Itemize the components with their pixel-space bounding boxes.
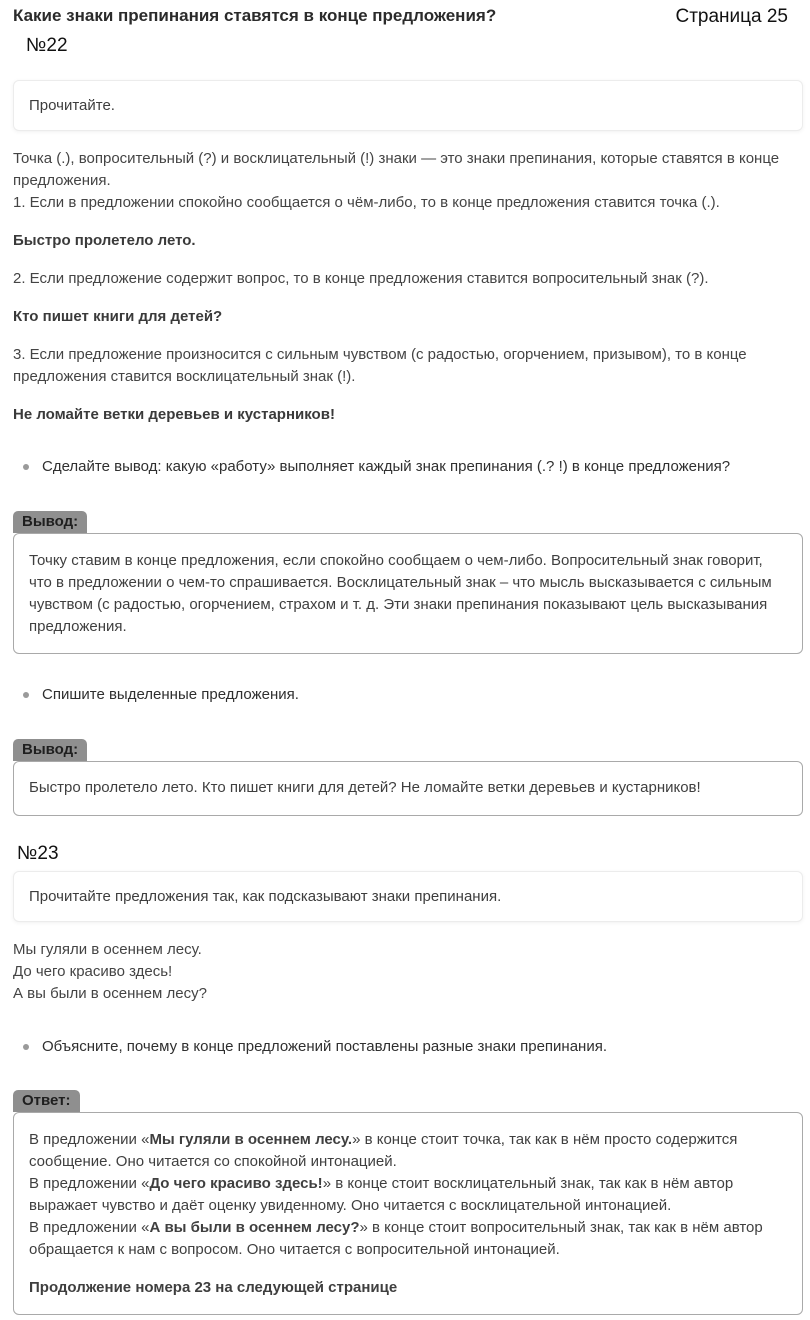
answer-1-quote: Мы гуляли в осеннем лесу.	[149, 1131, 353, 1148]
answer-2-post: » в конце стоит восклицательный знак, так как в нём автор выражает чувство и даёт оценку увиденному. Оно читается с восклицательной интонацией.	[29, 1175, 734, 1214]
conclusion-box	[13, 533, 803, 654]
answer-box	[13, 1112, 803, 1315]
sentence-3: А вы были в осеннем лесу?	[13, 985, 207, 1002]
bullet-icon	[23, 692, 29, 698]
task23-prompt: Прочитайте предложения так, как подсказывают знаки препинания.	[29, 888, 502, 905]
answer-3-pre: В предложении «	[29, 1219, 150, 1236]
task23-question-text: Объясните, почему в конце предложений поставлены разные знаки препинания.	[42, 1038, 608, 1055]
answer-para-1	[29, 1129, 787, 1173]
conclusion-tag: Вывод:	[13, 511, 87, 533]
answer-tag: Ответ:	[13, 1090, 80, 1112]
bullet-icon	[23, 1044, 29, 1050]
page-title: Какие знаки препинания ставятся в конце предложения?	[13, 6, 497, 25]
task-number-23: №23	[17, 843, 59, 864]
bullet-icon	[23, 464, 29, 470]
task22-question-1	[23, 458, 730, 475]
task22-intro	[13, 148, 803, 214]
answer-1-post: » в конце стоит точка, так как в нём просто содержится сообщение. Оно читается со спокойной интонацией.	[29, 1131, 738, 1170]
conclusion-box-2	[13, 761, 803, 816]
answer-3-quote: А вы были в осеннем лесу?	[149, 1219, 360, 1236]
conclusion-text: Точку ставим в конце предложения, если спокойно сообщаем о чем-либо. Вопросительный знак говорит, что в предложении о чем-то спрашивается. Восклицательный знак – что мысль высказывается с сильным чувством (с радостью, огорчением, страхом и т. д. Эти знаки препинания показывают цель высказывания предложения.	[29, 552, 772, 635]
sentence-2: До чего красиво здесь!	[13, 963, 173, 980]
conclusion-tag-2: Вывод:	[13, 739, 87, 761]
answer-1-pre: В предложении «	[29, 1131, 150, 1148]
task23-prompt-card	[13, 871, 803, 922]
answer-2-quote: До чего красиво здесь!	[149, 1175, 323, 1192]
page-number: Страница 25	[675, 6, 788, 27]
task-number-22: №22	[26, 35, 68, 56]
rule-2: 2. Если предложение содержит вопрос, то в конце предложения ставится вопросительный знак (?).	[13, 270, 709, 287]
intro-text: Точка (.), вопросительный (?) и восклицательный (!) знаки — это знаки препинания, которые ставятся в конце предложения.	[13, 150, 780, 189]
answer-2-pre: В предложении «	[29, 1175, 150, 1192]
question-2-text: Спишите выделенные предложения.	[42, 686, 299, 703]
continuation-note: Продолжение номера 23 на следующей странице	[29, 1279, 398, 1296]
task23-sentences	[13, 939, 803, 1005]
rule-1: 1. Если в предложении спокойно сообщается о чём-либо, то в конце предложения ставится точка (.).	[13, 194, 720, 211]
task23-question	[23, 1038, 607, 1055]
rule-3: 3. Если предложение произносится с сильным чувством (с радостью, огорчением, призывом), то в конце предложения ставится восклицательный знак (!).	[13, 346, 747, 385]
answer-para-2	[29, 1173, 787, 1217]
task22-prompt-card	[13, 80, 803, 131]
answer-3-post: » в конце стоит вопросительный знак, так как в нём автор обращается к нам с вопросом. Оно читается с вопросительной интонацией.	[29, 1219, 763, 1258]
example-2: Кто пишет книги для детей?	[13, 308, 223, 325]
task22-prompt: Прочитайте.	[29, 97, 115, 114]
question-1-text: Сделайте вывод: какую «работу» выполняет каждый знак препинания (.? !) в конце предложения?	[42, 458, 731, 475]
example-1: Быстро пролетело лето.	[13, 232, 196, 249]
answer-para-3	[29, 1217, 787, 1261]
task22-question-2	[23, 686, 299, 703]
example-3: Не ломайте ветки деревьев и кустарников!	[13, 406, 335, 423]
sentence-1: Мы гуляли в осеннем лесу.	[13, 941, 202, 958]
conclusion-text-2: Быстро пролетело лето. Кто пишет книги для детей? Не ломайте ветки деревьев и кустарников!	[29, 779, 701, 796]
